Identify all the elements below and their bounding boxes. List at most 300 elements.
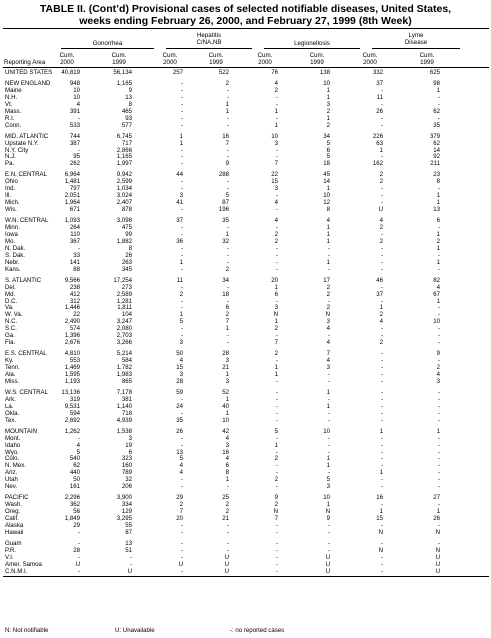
value-cell: 9 (326, 515, 330, 522)
table-row (0, 410, 491, 417)
value-cell: 4 (436, 283, 440, 291)
value-cell: 11 (176, 276, 183, 284)
value-cell: 5 (225, 192, 229, 200)
value-cell: - (437, 339, 440, 347)
value-cell: 553 (69, 357, 80, 365)
column-header (153, 52, 187, 66)
value-cell: 3 (326, 364, 330, 371)
value-cell: - (327, 528, 330, 536)
reporting-area-cell: Tenn. (5, 364, 20, 371)
table-row (0, 245, 491, 252)
value-cell: - (180, 567, 183, 575)
reporting-area-cell: Miss. (5, 377, 20, 385)
value-cell: - (180, 304, 183, 312)
value-cell: 1,849 (64, 515, 80, 522)
value-cell: - (437, 462, 440, 470)
value-cell: 2 (225, 508, 229, 516)
value-cell: - (226, 121, 229, 129)
value-cell: 9,942 (116, 171, 132, 179)
value-cell: 40,819 (61, 69, 80, 76)
value-cell: 5 (326, 153, 330, 161)
value-cell: 381 (121, 395, 132, 403)
value-cell: - (77, 539, 80, 547)
reporting-area-cell: E.S. CENTRAL (5, 350, 47, 358)
reporting-area-cell: P.R. (5, 546, 17, 554)
value-cell: 1,983 (116, 371, 132, 378)
reporting-area-cell: Ill. (5, 192, 12, 200)
value-cell: 367 (69, 237, 80, 245)
value-cell: - (275, 434, 278, 442)
reporting-area-cell: Hawaii (5, 528, 24, 536)
value-cell: 62 (73, 462, 80, 470)
value-cell: N (435, 528, 440, 536)
value-cell: 141 (69, 258, 80, 266)
value-cell: - (275, 448, 278, 456)
value-cell: 391 (69, 107, 80, 115)
value-cell: - (437, 100, 440, 108)
value-cell: 19 (125, 441, 132, 449)
column-header-line: Cum. (419, 52, 435, 59)
reporting-area-cell: Upstate N.Y. (5, 139, 39, 147)
value-cell: 412 (69, 290, 80, 298)
value-cell: 1,595 (64, 371, 80, 378)
value-cell: - (380, 483, 383, 491)
value-cell: 99 (125, 230, 132, 238)
value-cell: 35 (222, 217, 229, 224)
value-cell: 2,599 (116, 178, 132, 186)
column-group-underline (372, 48, 460, 49)
value-cell: - (226, 539, 229, 547)
value-cell: - (437, 388, 440, 396)
value-cell: 27 (433, 494, 440, 502)
value-cell: - (275, 192, 278, 200)
value-cell: 92 (433, 153, 440, 161)
value-cell: - (226, 528, 229, 536)
value-cell: 17 (323, 276, 330, 284)
column-header-line: Cum. (111, 52, 127, 59)
value-cell: - (380, 434, 383, 442)
value-cell: 3 (225, 357, 229, 365)
value-cell: 14 (433, 146, 440, 154)
value-cell: 26 (433, 515, 440, 522)
value-cell: 1 (274, 107, 278, 115)
value-cell: - (380, 364, 383, 371)
value-cell: 138 (319, 69, 330, 76)
value-cell: 20 (271, 276, 278, 284)
value-cell: - (226, 258, 229, 266)
value-cell: - (180, 86, 183, 94)
value-cell: 4 (274, 217, 278, 224)
value-cell: 6 (436, 217, 440, 224)
reporting-area-cell: Ky. (5, 357, 14, 365)
value-cell: 1 (436, 192, 440, 200)
value-cell: 10 (73, 93, 80, 101)
table-row (0, 291, 491, 298)
value-cell: 45 (323, 171, 330, 179)
value-cell: - (275, 265, 278, 273)
value-cell: N (325, 508, 330, 516)
value-cell: - (380, 86, 383, 94)
value-cell: U (435, 560, 440, 568)
value-cell: 4 (179, 357, 183, 365)
value-cell: 1 (379, 469, 383, 477)
value-cell: U (127, 567, 132, 575)
value-cell: - (226, 483, 229, 491)
value-cell: 3 (179, 192, 183, 200)
value-cell: 3 (179, 371, 183, 378)
value-cell: 1 (326, 258, 330, 266)
value-cell: - (180, 230, 183, 238)
value-cell: - (275, 546, 278, 554)
value-cell: - (275, 146, 278, 154)
value-cell: - (327, 377, 330, 385)
table-row (0, 199, 491, 206)
footnote-unavailable: U: Unavailable (115, 627, 155, 634)
value-cell: - (275, 332, 278, 340)
value-cell: 23 (433, 171, 440, 179)
column-header (300, 52, 334, 66)
reporting-area-cell: Ark. (5, 395, 16, 403)
column-header (102, 52, 136, 66)
value-cell: - (327, 409, 330, 417)
value-cell: 56 (73, 508, 80, 516)
value-cell: 1 (436, 230, 440, 238)
value-cell: - (180, 528, 183, 536)
value-cell: 1,538 (116, 427, 132, 435)
value-cell: - (226, 93, 229, 101)
value-cell: - (226, 283, 229, 291)
value-cell: 10 (323, 80, 330, 87)
value-cell: 13 (125, 539, 132, 547)
table-row (0, 133, 491, 140)
value-cell: 4,939 (116, 416, 132, 424)
column-group-header (258, 40, 366, 47)
table-row (0, 547, 491, 554)
value-cell: - (437, 476, 440, 484)
column-header-line: Cum. (362, 52, 378, 59)
value-cell: 10 (73, 86, 80, 94)
table-row (0, 153, 491, 160)
value-cell: 8 (225, 469, 229, 477)
value-cell: 88 (73, 265, 80, 273)
value-cell: 319 (69, 395, 80, 403)
reporting-area-cell: Mont. (5, 434, 21, 442)
value-cell: 24 (176, 402, 183, 410)
value-cell: 1 (274, 283, 278, 291)
value-cell: - (327, 265, 330, 273)
value-cell: 465 (121, 107, 132, 115)
value-cell: 262 (69, 160, 80, 168)
value-cell: 2 (225, 80, 229, 87)
value-cell: - (180, 325, 183, 333)
value-cell: - (77, 528, 80, 536)
value-cell: 93 (125, 114, 132, 122)
value-cell: 29 (176, 494, 183, 502)
value-cell: - (275, 251, 278, 259)
reporting-area-cell: UNITED STATES (5, 69, 53, 76)
value-cell: 2 (326, 107, 330, 115)
value-cell: 59 (176, 388, 183, 396)
value-cell: - (437, 455, 440, 463)
value-cell: 387 (69, 139, 80, 147)
value-cell: 32 (125, 476, 132, 484)
value-cell: 4 (179, 469, 183, 477)
column-group-underline (61, 48, 154, 49)
value-cell: 10 (323, 192, 330, 200)
value-cell: 332 (372, 69, 383, 76)
value-cell: 1 (274, 364, 278, 371)
table-title-line-1: TABLE II. (Cont’d) Provisional cases of selected notifiable diseases, United States, (39, 3, 452, 15)
value-cell: 98 (433, 80, 440, 87)
value-cell: 160 (121, 462, 132, 470)
reporting-area-cell: Guam (5, 539, 22, 547)
value-cell: - (129, 553, 132, 561)
value-cell: 16 (376, 494, 383, 502)
table-row (0, 483, 491, 490)
table-row (0, 304, 491, 311)
value-cell: - (437, 114, 440, 122)
value-cell: - (180, 332, 183, 340)
value-cell: 10 (433, 318, 440, 326)
value-cell: 5 (326, 476, 330, 484)
value-cell: U (224, 560, 229, 568)
value-cell: 28 (176, 377, 183, 385)
value-cell: 264 (69, 224, 80, 231)
value-cell: 2,296 (64, 494, 80, 502)
value-cell: 3 (274, 304, 278, 312)
column-header-line: 1999 (112, 59, 126, 66)
value-cell: 1 (225, 395, 229, 403)
value-cell: 21 (222, 364, 229, 371)
value-cell: N (273, 311, 278, 319)
reporting-area-cell: Ala. (5, 371, 16, 378)
value-cell: - (275, 114, 278, 122)
value-cell: 44 (176, 171, 183, 179)
value-cell: U (325, 567, 330, 575)
value-cell: 6,745 (116, 132, 132, 140)
table-row (0, 339, 491, 346)
value-cell: 7,178 (116, 388, 132, 396)
value-cell: 95 (73, 153, 80, 161)
reporting-area-cell: D.C. (5, 297, 18, 305)
value-cell: - (380, 377, 383, 385)
table-bottom-rule (3, 576, 489, 577)
value-cell: - (380, 265, 383, 273)
value-cell: - (380, 395, 383, 403)
reporting-area-cell: N.J. (5, 153, 16, 161)
value-cell: U (224, 567, 229, 575)
value-cell: 1 (326, 501, 330, 509)
value-cell: - (380, 297, 383, 305)
value-cell: - (380, 539, 383, 547)
value-cell: 1 (436, 427, 440, 435)
header-bottom-rule (3, 67, 489, 68)
table-row (0, 417, 491, 424)
value-cell: 2 (274, 325, 278, 333)
reporting-area-cell: Ariz. (5, 469, 18, 477)
value-cell: 37 (176, 217, 183, 224)
reporting-area-cell: Tex. (5, 416, 17, 424)
value-cell: - (380, 553, 383, 561)
value-cell: - (226, 86, 229, 94)
reporting-area-cell: Wyo. (5, 448, 19, 456)
value-cell: 1 (225, 476, 229, 484)
value-cell: 1 (326, 462, 330, 470)
value-cell: N (273, 508, 278, 516)
value-cell: - (275, 244, 278, 252)
value-cell: 4 (179, 462, 183, 470)
value-cell: - (327, 448, 330, 456)
value-cell: - (275, 100, 278, 108)
value-cell: 6 (326, 146, 330, 154)
value-cell: - (380, 409, 383, 417)
value-cell: 42 (222, 427, 229, 435)
value-cell: 62 (433, 107, 440, 115)
value-cell: - (180, 206, 183, 214)
column-group-underline (166, 48, 252, 49)
value-cell: 63 (376, 139, 383, 147)
column-header-line: 2000 (163, 59, 177, 66)
value-cell: 1,193 (64, 377, 80, 385)
column-group-header-line: Legionellosis (294, 40, 330, 47)
table-row (0, 364, 491, 371)
value-cell: 1 (379, 508, 383, 516)
table-row (0, 455, 491, 462)
value-cell: 948 (69, 80, 80, 87)
value-cell: 718 (121, 409, 132, 417)
value-cell: 1 (225, 371, 229, 378)
value-cell: 3 (274, 185, 278, 193)
value-cell: 2,490 (64, 318, 80, 326)
value-cell: - (327, 522, 330, 529)
value-cell: 33 (73, 251, 80, 259)
value-cell: - (275, 388, 278, 396)
value-cell: - (77, 553, 80, 561)
value-cell: - (327, 441, 330, 449)
value-cell: 6 (225, 462, 229, 470)
value-cell: 288 (218, 171, 229, 179)
value-cell: 87 (125, 528, 132, 536)
value-cell: - (275, 539, 278, 547)
value-cell: 1 (225, 230, 229, 238)
value-cell: - (327, 539, 330, 547)
value-cell: - (437, 251, 440, 259)
value-cell: 865 (121, 377, 132, 385)
value-cell: 206 (121, 483, 132, 491)
value-cell: 3,024 (116, 192, 132, 200)
reporting-area-cell: Calif. (5, 515, 19, 522)
value-cell: 1,997 (116, 160, 132, 168)
value-cell: 2,676 (64, 339, 80, 347)
value-cell: 362 (69, 501, 80, 509)
table-row (0, 231, 491, 238)
value-cell: 2 (379, 339, 383, 347)
reporting-area-cell: Oreg. (5, 508, 21, 516)
value-cell: 2 (379, 237, 383, 245)
value-cell: 16 (222, 132, 229, 140)
value-cell: 257 (172, 69, 183, 76)
value-cell: 3,295 (116, 515, 132, 522)
column-group-header (55, 40, 160, 47)
value-cell: 1 (436, 86, 440, 94)
value-cell: 7 (274, 515, 278, 522)
column-header-line: Cum. (59, 52, 75, 59)
value-cell: 1,446 (64, 304, 80, 312)
value-cell: 345 (121, 265, 132, 273)
value-cell: - (180, 153, 183, 161)
value-cell: 12 (323, 199, 330, 207)
table-row (0, 87, 491, 94)
value-cell: 1 (225, 100, 229, 108)
value-cell: 379 (429, 132, 440, 140)
value-cell: 1,882 (116, 237, 132, 245)
value-cell: 6 (274, 290, 278, 298)
value-cell: - (180, 441, 183, 449)
value-cell: 2,080 (116, 325, 132, 333)
value-cell: - (180, 395, 183, 403)
value-cell: - (437, 357, 440, 365)
value-cell: 8 (326, 206, 330, 214)
footnote-no-cases: -: no reported cases (230, 627, 285, 634)
value-cell: U (435, 567, 440, 575)
column-header-line: 1999 (420, 59, 434, 66)
reporting-area-cell: Maine (5, 86, 22, 94)
reporting-area-cell: Wis. (5, 206, 17, 214)
table-row (0, 332, 491, 339)
value-cell: 28 (73, 546, 80, 554)
value-cell: 1 (326, 93, 330, 101)
value-cell: 7 (179, 508, 183, 516)
value-cell: - (380, 251, 383, 259)
value-cell: 1 (225, 107, 229, 115)
value-cell: - (437, 483, 440, 491)
value-cell: - (275, 553, 278, 561)
value-cell: 9 (225, 160, 229, 168)
table-row (0, 501, 491, 508)
value-cell: 22 (271, 171, 278, 179)
table-row (0, 115, 491, 122)
value-cell: U (435, 553, 440, 561)
value-cell: - (437, 395, 440, 403)
value-cell: - (327, 546, 330, 554)
value-cell: - (437, 185, 440, 193)
value-cell: - (437, 416, 440, 424)
value-cell: 1 (326, 237, 330, 245)
value-cell: 1 (326, 402, 330, 410)
value-cell: 1 (179, 139, 183, 147)
value-cell: 1 (326, 86, 330, 94)
value-cell: 2,692 (64, 416, 80, 424)
reporting-area-cell: Mass. (5, 107, 22, 115)
value-cell: 1,165 (116, 153, 132, 161)
value-cell: 1,811 (117, 304, 132, 312)
value-cell: - (180, 80, 183, 87)
value-cell: 2 (274, 455, 278, 463)
value-cell: 2,589 (116, 290, 132, 298)
value-cell: 2 (274, 237, 278, 245)
value-cell: - (380, 560, 383, 568)
value-cell: 4 (326, 217, 330, 224)
value-cell: 1 (436, 199, 440, 207)
value-cell: 1 (436, 508, 440, 516)
value-cell: 4 (326, 357, 330, 365)
reporting-area-cell: NEW ENGLAND (5, 80, 51, 87)
value-cell: - (77, 146, 80, 154)
value-cell: - (437, 409, 440, 417)
value-cell: 226 (372, 132, 383, 140)
value-cell: - (437, 265, 440, 273)
value-cell: 4 (76, 441, 80, 449)
